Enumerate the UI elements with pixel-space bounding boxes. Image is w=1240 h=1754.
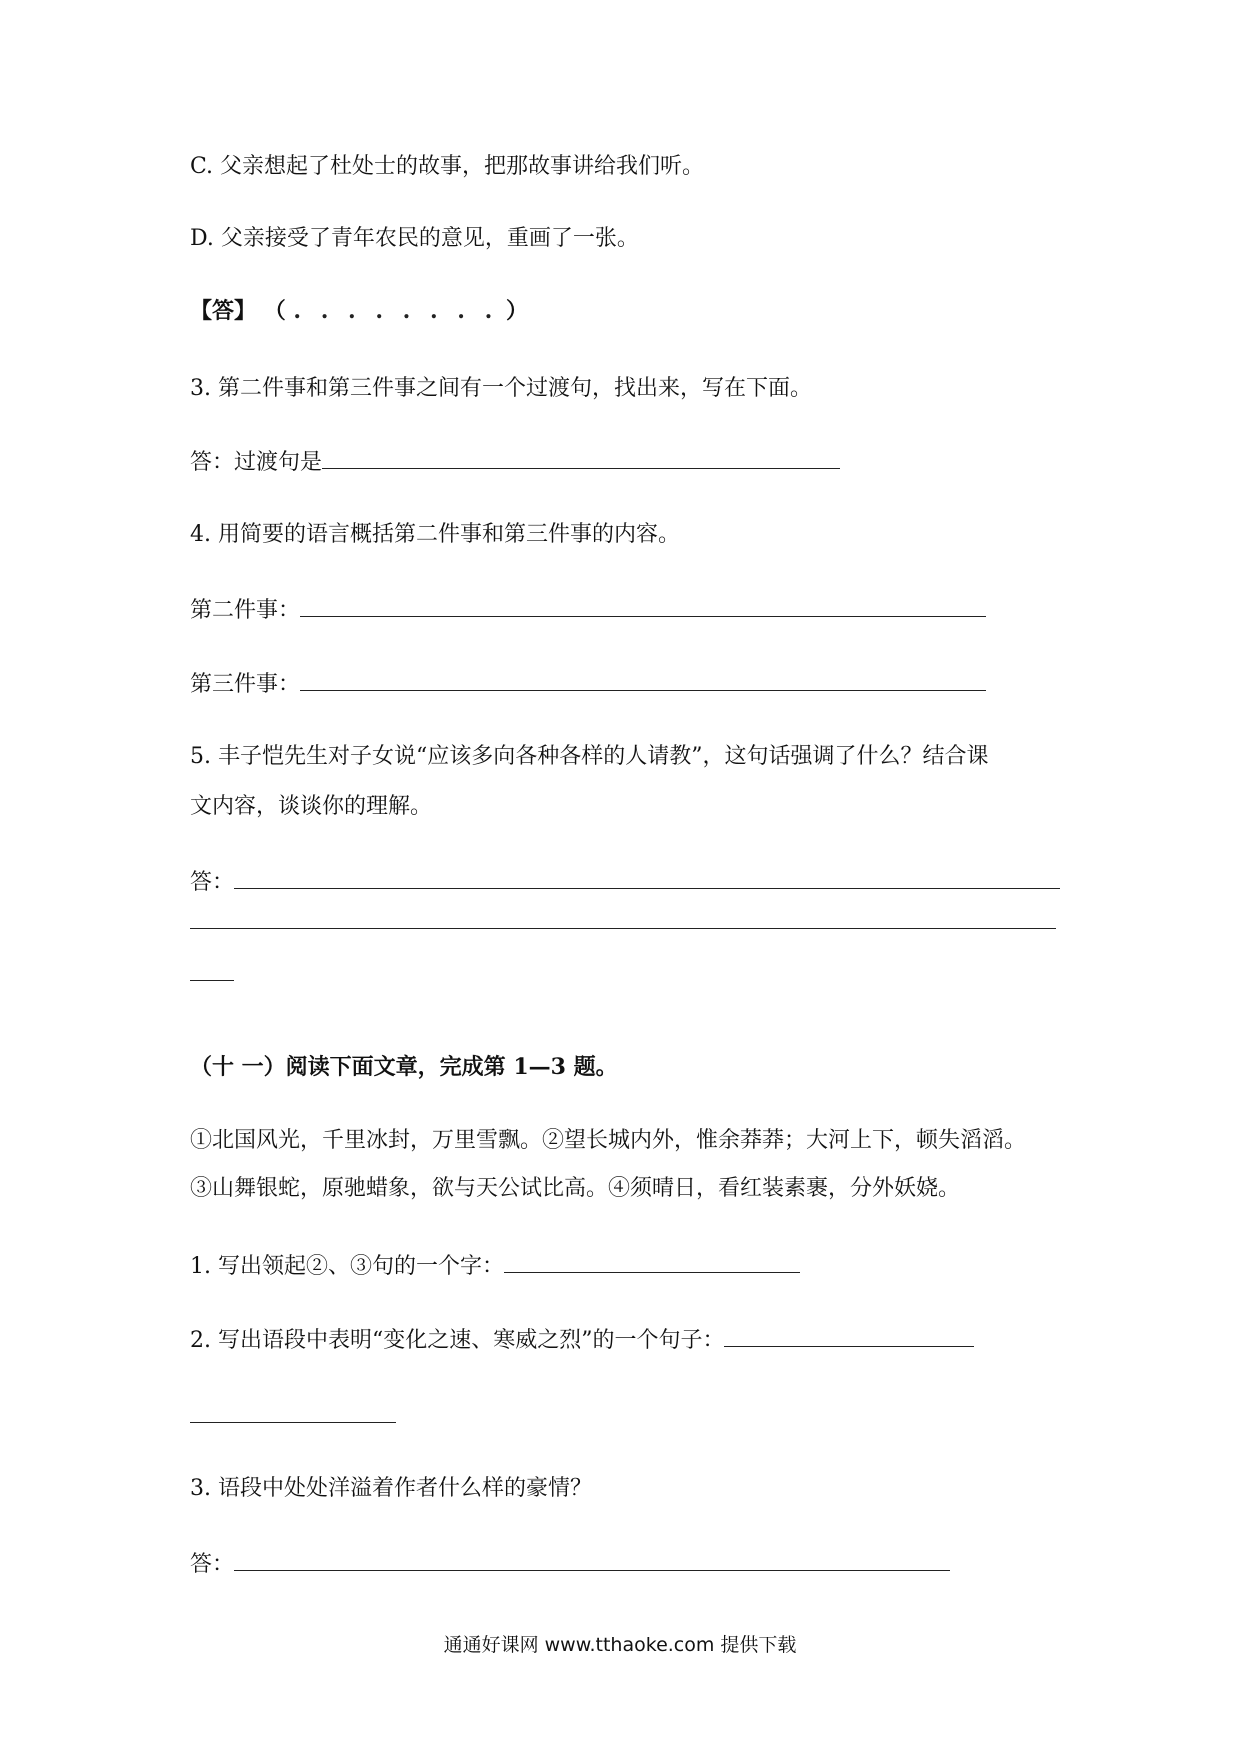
q4-second-row (190, 594, 986, 626)
q3-answer-row (190, 446, 840, 478)
answer-close-paren: ） (505, 298, 528, 324)
q5-answer-prefix: 答： (190, 870, 235, 895)
s11-q3-answer-row (190, 1548, 950, 1580)
q5-question-line1: 5. 丰子恺先生对子女说“应该多向各种各样的人请教”，这句话强调了什么？结合课 (190, 744, 989, 769)
s11-q1-row (190, 1250, 800, 1282)
option-c: C. 父亲想起了杜处士的故事，把那故事讲给我们听。 (190, 154, 705, 179)
s11-q2-question: 2. 写出语段中表明“变化之速、寒威之烈”的一个句子： (190, 1328, 725, 1353)
s11-q1-question: 1. 写出领起②、③句的一个字： (190, 1254, 504, 1279)
s11-q2-row (190, 1324, 974, 1356)
s11-q3-answer-prefix: 答： (190, 1552, 235, 1577)
q4-third-label: 第三件事： (190, 672, 301, 697)
answer-open-paren: （ (263, 298, 286, 324)
s11-q1-blank[interactable] (504, 1250, 800, 1273)
option-d: D. 父亲接受了青年农民的意见，重画了一张。 (190, 226, 639, 251)
s11-q3-question: 3. 语段中处处洋溢着作者什么样的豪情？ (190, 1476, 592, 1501)
q4-second-label: 第二件事： (190, 598, 301, 623)
q5-answer-blank-3[interactable] (190, 980, 234, 981)
passage-line-2: ③山舞银蛇，原驰蜡象，欲与天公试比高。④须晴日，看红装素裹，分外妖娆。 (190, 1176, 961, 1201)
passage-line-1: ①北国风光，千里冰封，万里雪飘。②望长城内外，惟余莽莽；大河上下，顿失滔滔。 (190, 1128, 1027, 1153)
q5-answer-blank-2[interactable] (190, 928, 1056, 929)
s11-q3-answer-blank[interactable] (234, 1548, 950, 1571)
s11-q2-blank-2[interactable] (190, 1422, 396, 1423)
answer-dots[interactable]: . . . . . . . . (293, 298, 499, 324)
q5-answer-blank-1[interactable] (234, 866, 1060, 889)
q5-answer-row (190, 866, 1060, 898)
q4-second-blank[interactable] (300, 594, 986, 617)
q3-answer-prefix: 答：过渡句是 (190, 450, 323, 475)
page-footer: 通通好课网 www.tthaoke.com 提供下载 (443, 1634, 797, 1656)
q3-answer-blank[interactable] (322, 446, 840, 469)
q5-question-line2: 文内容，谈谈你的理解。 (190, 794, 433, 819)
q4-third-row (190, 668, 986, 700)
answer-label: 【答】 (190, 298, 257, 324)
s11-q2-blank-1[interactable] (724, 1324, 974, 1347)
answer-row (190, 296, 528, 326)
q3-question: 3. 第二件事和第三件事之间有一个过渡句，找出来，写在下面。 (190, 376, 812, 401)
q4-question: 4. 用简要的语言概括第二件事和第三件事的内容。 (190, 522, 680, 547)
section11-heading: （十 一）阅读下面文章，完成第 1—3 题。 (190, 1054, 618, 1080)
q4-third-blank[interactable] (300, 668, 986, 691)
